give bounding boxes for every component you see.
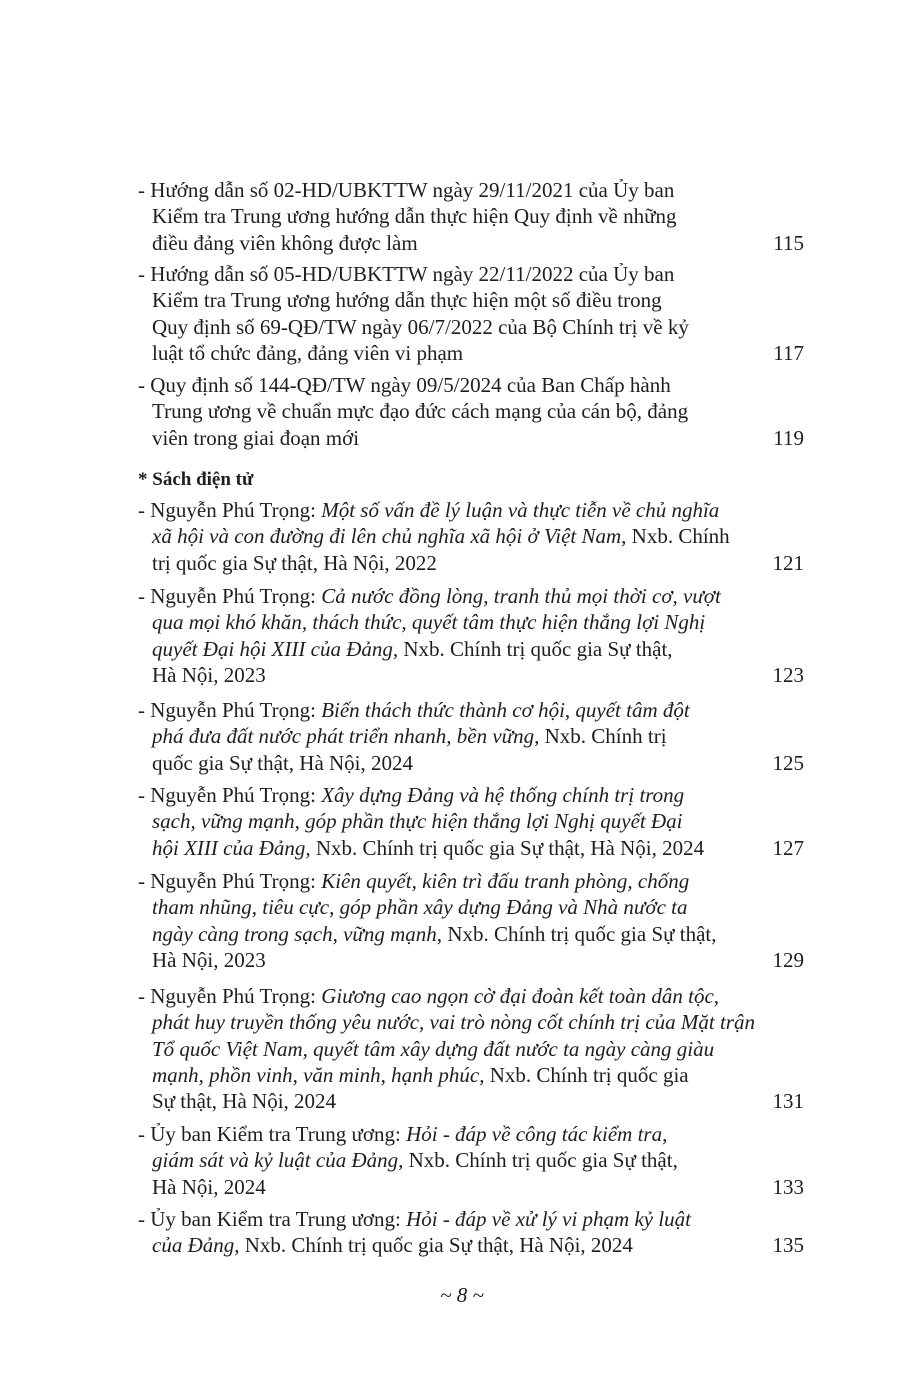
toc-entry-line <box>152 1036 714 1062</box>
entry-text: - Nguyễn Phú Trọng: <box>138 498 322 522</box>
entry-text: - Hướng dẫn số 02-HD/UBKTTW ngày 29/11/2021 của Ủy ban <box>138 178 675 202</box>
entry-text: quốc gia Sự thật, Hà Nội, 2024 <box>152 750 414 775</box>
entry-text: Nxb. Chính trị quốc gia Sự thật, Hà Nội, 2024 <box>310 835 705 860</box>
toc-page-number: 119 <box>773 425 804 450</box>
toc-entry-line <box>152 314 689 340</box>
title-italic-text: hội XIII của Đảng, <box>152 835 311 860</box>
toc-page-number: 129 <box>772 947 804 972</box>
toc-entry-line <box>152 398 688 424</box>
entry-text: - Hướng dẫn số 05-HD/UBKTTW ngày 22/11/2022 của Ủy ban <box>138 262 675 286</box>
title-italic-text: sạch, vững mạnh, góp phần thực hiện thắng lợi Nghị quyết Đại <box>152 809 683 834</box>
entry-text: luật tổ chức đảng, đảng viên vi phạm <box>152 340 464 365</box>
toc-entry <box>138 372 804 451</box>
entry-text: Hà Nội, 2023 <box>152 662 266 687</box>
entry-text: - Nguyễn Phú Trọng: <box>138 869 322 893</box>
toc-entry <box>138 782 804 861</box>
toc-page-number: 115 <box>773 230 804 255</box>
toc-entry-line <box>138 261 674 287</box>
entry-text: trị quốc gia Sự thật, Hà Nội, 2022 <box>152 550 437 575</box>
entry-text: - Ủy ban Kiểm tra Trung ương: <box>138 1122 407 1146</box>
entry-text: , Nxb. Chính <box>621 524 730 549</box>
entry-text: Hà Nội, 2023 <box>152 947 266 972</box>
title-italic-text: Hỏi - đáp về xử lý vi phạm kỷ luật <box>406 1207 692 1231</box>
toc-entry-line <box>138 782 684 808</box>
toc-entry-line <box>152 835 704 861</box>
title-italic-text: ngày càng trong sạch, vững mạnh, <box>152 921 443 946</box>
toc-entry-line <box>138 983 719 1009</box>
toc-entry-line <box>152 1009 755 1035</box>
toc-page-number: 135 <box>772 1233 804 1258</box>
toc-entry-line <box>138 697 690 723</box>
toc-entry-line <box>152 1232 633 1258</box>
toc-entry-line <box>138 583 721 609</box>
entry-text: Nxb. Chính trị quốc gia <box>484 1062 689 1087</box>
toc-entry-line <box>152 287 662 313</box>
toc-entry-line <box>152 894 688 920</box>
toc-entry-line <box>152 550 437 576</box>
toc-entry <box>138 177 804 256</box>
entry-text: Nxb. Chính trị quốc gia Sự thật, <box>398 636 673 661</box>
entry-text: - Nguyễn Phú Trọng: <box>138 584 322 608</box>
entry-text: Nxb. Chính trị quốc gia Sự thật, Hà Nội, 2024 <box>239 1233 633 1258</box>
toc-entry-line <box>152 1088 336 1114</box>
toc-entry <box>138 868 804 973</box>
toc-entry-line <box>152 1147 678 1173</box>
title-italic-text: quyết Đại hội XIII của Đảng, <box>152 636 399 661</box>
toc-entry <box>138 1121 804 1200</box>
title-italic-text: giám sát và kỷ luật của Đảng, <box>152 1148 404 1173</box>
toc-page-number: 123 <box>772 662 804 687</box>
entry-text: Nxb. Chính trị <box>539 724 667 749</box>
toc-entry-line <box>152 636 673 662</box>
toc-entry-line <box>138 497 719 523</box>
toc-entry-line <box>152 947 266 973</box>
entry-text: Sự thật, Hà Nội, 2024 <box>152 1089 337 1114</box>
toc-entry-line <box>138 177 674 203</box>
toc-entry <box>138 983 804 1115</box>
toc-entry-line <box>138 372 671 398</box>
entry-text: - Quy định số 144-QĐ/TW ngày 09/5/2024 của Ban Chấp hành <box>138 373 671 397</box>
toc-entry-line <box>152 921 717 947</box>
toc-page-number: 131 <box>772 1089 804 1114</box>
toc-entry-line <box>152 609 705 635</box>
toc-entry-line <box>152 203 676 229</box>
toc-entry-line <box>152 662 266 688</box>
entry-text: - Nguyễn Phú Trọng: <box>138 984 322 1008</box>
section-title: * Sách điện tử <box>138 469 254 490</box>
title-italic-text: Cả nước đồng lòng, tranh thủ mọi thời cơ, vượt <box>321 584 721 608</box>
toc-page-number: 121 <box>772 550 804 575</box>
title-italic-text: Hỏi - đáp về công tác kiểm tra, <box>406 1122 668 1146</box>
toc-page-number: 127 <box>772 835 804 860</box>
title-italic-text: xã hội và con đường đi lên chủ nghĩa xã hội ở Việt Nam <box>152 524 622 549</box>
toc-entry <box>138 1206 804 1259</box>
toc-entry <box>138 583 804 688</box>
title-italic-text: của Đảng, <box>152 1233 240 1258</box>
toc-entry-line <box>152 808 682 834</box>
toc-entry-line <box>152 340 463 366</box>
toc-page-number: 117 <box>773 340 804 365</box>
toc-entry <box>138 261 804 366</box>
entry-text: Hà Nội, 2024 <box>152 1174 266 1199</box>
toc-entry-line <box>138 1206 691 1232</box>
entry-text: - Ủy ban Kiểm tra Trung ương: <box>138 1207 407 1231</box>
toc-entry-line <box>152 1062 689 1088</box>
title-italic-text: Kiên quyết, kiên trì đấu tranh phòng, chống <box>321 869 690 893</box>
title-italic-text: mạnh, phồn vinh, văn minh, hạnh phúc, <box>152 1062 485 1087</box>
entry-text: - Nguyễn Phú Trọng: <box>138 783 322 807</box>
entry-text: - Nguyễn Phú Trọng: <box>138 698 322 722</box>
toc-entry <box>138 697 804 776</box>
entry-text: Trung ương về chuẩn mực đạo đức cách mạng của cán bộ, đảng <box>152 399 689 424</box>
entry-text: Nxb. Chính trị quốc gia Sự thật, <box>403 1148 678 1173</box>
toc-entry-line <box>152 523 730 549</box>
toc-entry <box>138 497 804 576</box>
title-italic-text: phát huy truyền thống yêu nước, vai trò nòng cốt chính trị của Mặt trận <box>152 1010 755 1035</box>
title-italic-text: phá đưa đất nước phát triển nhanh, bền vững, <box>152 724 540 749</box>
entry-text: điều đảng viên không được làm <box>152 230 418 255</box>
entry-text: Kiểm tra Trung ương hướng dẫn thực hiện Quy định về những <box>152 204 677 229</box>
toc-entry-line <box>152 1174 266 1200</box>
title-italic-text: Giương cao ngọn cờ đại đoàn kết toàn dân tộc, <box>321 984 720 1008</box>
page-number-footer: ~ 8 ~ <box>440 1283 484 1307</box>
entry-text: Quy định số 69-QĐ/TW ngày 06/7/2022 của Bộ Chính trị về kỷ <box>152 314 689 339</box>
toc-page-number: 125 <box>772 750 804 775</box>
toc-entry-line <box>138 1121 667 1147</box>
toc-page-number: 133 <box>772 1174 804 1199</box>
toc-entry-line <box>152 723 667 749</box>
title-italic-text: Xây dựng Đảng và hệ thống chính trị trong <box>321 783 685 807</box>
title-italic-text: qua mọi khó khăn, thách thức, quyết tâm thực hiện thắng lợi Nghị <box>152 610 706 635</box>
toc-entry-line <box>152 425 359 451</box>
title-italic-text: tham nhũng, tiêu cực, góp phần xây dựng Đảng và Nhà nước ta <box>152 895 688 920</box>
entry-text: Nxb. Chính trị quốc gia Sự thật, <box>442 921 717 946</box>
title-italic-text: Tổ quốc Việt Nam, quyết tâm xây dựng đất nước ta ngày càng giàu <box>152 1036 715 1061</box>
entry-text: viên trong giai đoạn mới <box>152 425 360 450</box>
toc-entry-line <box>152 750 413 776</box>
toc-entry-line <box>152 230 418 256</box>
toc-entry-line <box>138 868 689 894</box>
title-italic-text: Biến thách thức thành cơ hội, quyết tâm đột <box>321 698 690 722</box>
title-italic-text: Một số vấn đề lý luận và thực tiễn về chủ nghĩa <box>321 498 720 522</box>
entry-text: Kiểm tra Trung ương hướng dẫn thực hiện một số điều trong <box>152 288 662 313</box>
